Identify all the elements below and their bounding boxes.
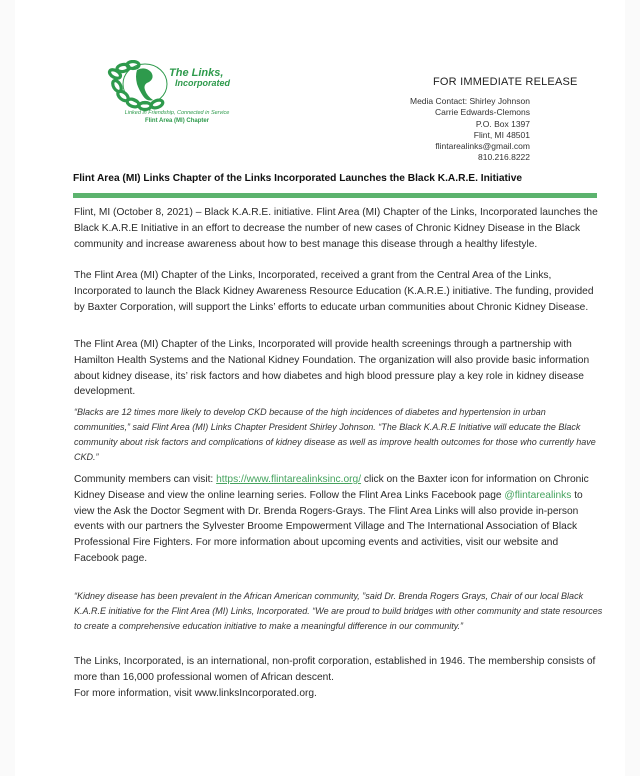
website-link[interactable]: https://www.flintarealinksinc.org/ <box>216 474 362 485</box>
paragraph-about <box>74 654 604 701</box>
facebook-handle-link[interactable]: @flintarealinks <box>504 489 572 501</box>
logo-tagline: Linked in Friendship, Connected in Service <box>124 110 230 116</box>
contact-line: Flint, MI 48501 <box>473 129 530 140</box>
paragraph-screenings: The Flint Area (MI) Chapter of the Links, Incorporated will provide health screenings through a partnership with Hamilton Health Systems and the National Kidney Foundation. The organization will also provide basic information about kidney disease, its’ risk factors and how diabetes and high blood pressure play a key role in kidney disease development. <box>74 339 590 398</box>
logo-wordmark <box>169 68 230 88</box>
links-logo <box>107 60 231 130</box>
quote-chair: “Kidney disease has been prevalent in the African American community, ”said Dr. Brenda Rogers Grays, Chair of our local Black K.A.R.E initiative for the Flint Area (MI) Links, Incorporated. “We are proud to build bridges with other community and state resources to create a comprehensive education initiative to make a meaningful difference in our community.” <box>74 591 603 631</box>
about-text: The Links, Incorporated, is an international, non-profit corporation, established in 1946. The membership consists of more than 16,000 professional women of African descent. <box>74 656 596 683</box>
paragraph-grant: The Flint Area (MI) Chapter of the Links, Incorporated, received a grant from the Central Area of the Links, Incorporated to launch the Black Kidney Awareness Resource Education (K.A.R.E.) initiative. The funding, provided by Baxter Corporation, will support the Links’ efforts to educate urban communities about Chronic Kidney Disease. <box>74 270 594 313</box>
community-text: to view the Ask the Doctor Segment with Dr. Brenda Rogers-Grays. The Flint Area Links will also provide in-person events with our partners the Sylvester Broome Empowerment Village and The International Association of Black Professional Fire Fighters. For more information about upcoming events and activities, visit our website and Facebook page. <box>74 489 583 564</box>
contact-line: P.O. Box 1397 <box>475 118 530 129</box>
media-contact-block <box>410 96 530 164</box>
paragraph-intro: Flint, MI (October 8, 2021) – Black K.A.R.E. initiative. Flint Area (MI) Chapter of the Links, Incorporated launches the Black K.A.R.E Initiative in an effort to decrease the number of new cases of Chronic Kidney Disease in the Black community and increase awareness about how to best manage this disease through a healthy lifestyle. <box>74 207 598 250</box>
contact-line: Media Contact: Shirley Johnson <box>409 96 530 106</box>
logo-name-line2: Incorporated <box>175 78 231 88</box>
contact-email: flintarealinks@gmail.com <box>435 141 530 152</box>
quote-president: “Blacks are 12 times more likely to develop CKD because of the high incidences of diabetes and hypertension in urban communities,” said Flint Area (MI) Links Chapter President Shirley Johnson. “The Black K.A.R.E Initiative will educate the Black community about risk factors and complications of kidney disease as well as improve health outcomes for those who currently have CKD.” <box>74 407 596 462</box>
release-label: FOR IMMEDIATE RELEASE <box>433 76 578 88</box>
logo-name-line1: The Links, <box>169 67 224 79</box>
community-text: Community members can visit: <box>74 474 217 485</box>
contact-phone: 810.216.8222 <box>478 152 530 163</box>
community-text: click on the Baxter icon for information on Chronic Kidney Disease and view the online learning series. Follow the Flint Area Links Facebook page <box>74 474 589 501</box>
about-more-info: For more information, visit www.linksIncorporated.org. <box>74 687 317 699</box>
chain-globe-icon <box>107 60 177 112</box>
headline: Flint Area (MI) Links Chapter of the Links Incorporated Launches the Black K.A.R.E. Initiative <box>73 173 523 184</box>
logo-chapter: Flint Area (MI) Chapter <box>144 118 210 124</box>
accent-divider <box>73 193 597 198</box>
paragraph-community <box>74 472 604 567</box>
contact-line: Carrie Edwards-Clemons <box>435 107 530 118</box>
document-page <box>15 0 625 776</box>
